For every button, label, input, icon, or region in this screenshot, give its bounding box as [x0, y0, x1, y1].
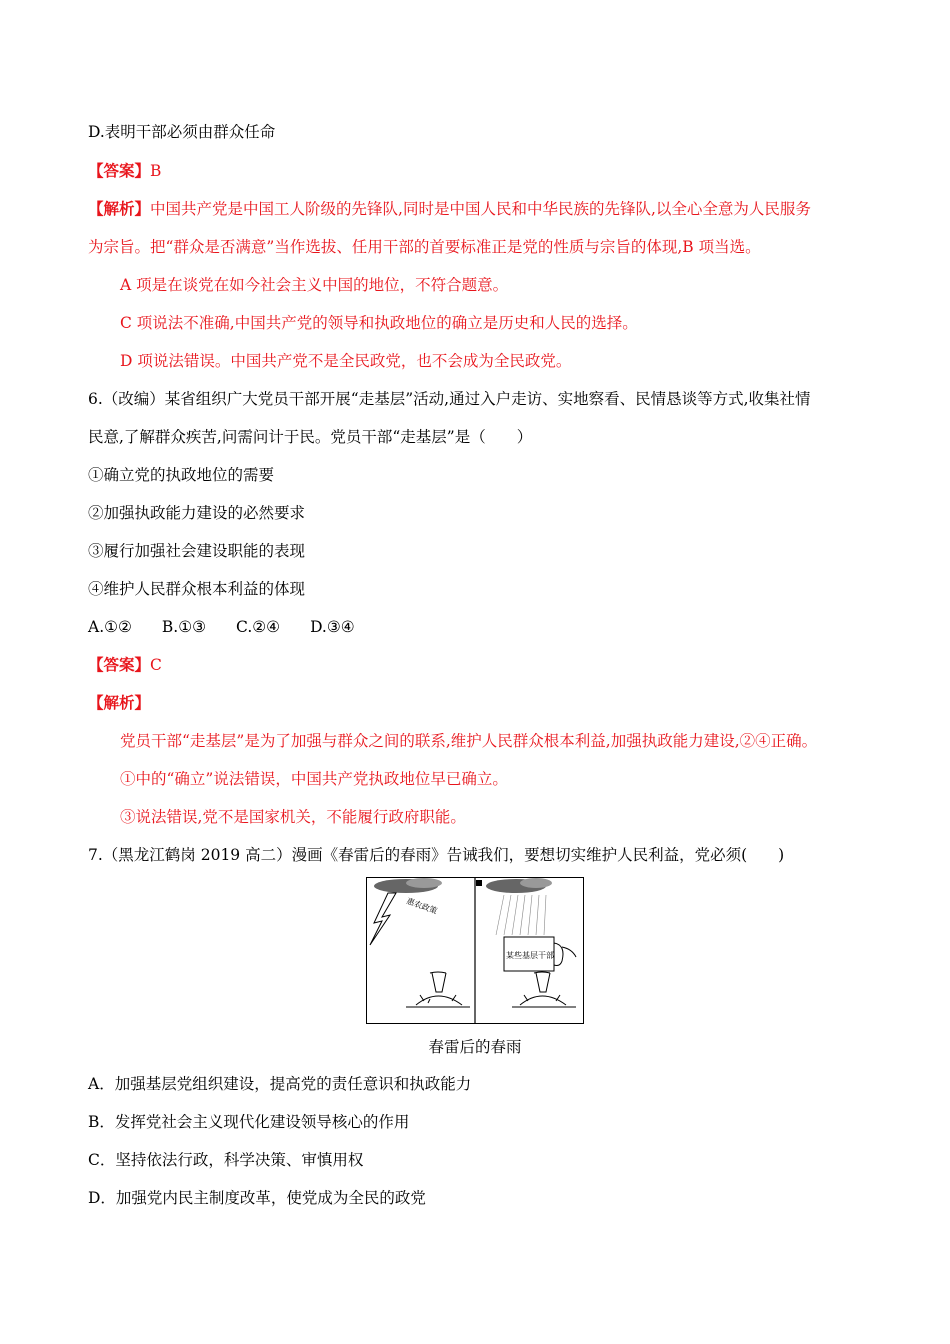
analysis-label: 【解析】 [88, 199, 151, 218]
q6-answer [88, 655, 162, 675]
answer-value: B [150, 162, 162, 180]
q6-item-4: ④维护人民群众根本利益的体现 [88, 580, 306, 598]
q5-option-d: D.表明干部必须由群众任命 [88, 123, 276, 141]
answer-value: C [150, 656, 162, 674]
q5-answer [88, 161, 161, 181]
q5-analysis-c: C 项说法不准确,中国共产党的领导和执政地位的确立是历史和人民的选择。 [120, 314, 638, 332]
q6-item-2: ②加强执政能力建设的必然要求 [88, 504, 306, 522]
cartoon-caption: 春雷后的春雨 [428, 1038, 522, 1056]
q6-analysis-3: ③说法错误,党不是国家机关，不能履行政府职能。 [120, 808, 466, 826]
q7-stem: 7.（黑龙江鹤岗 2019 高二）漫画《春雷后的春雨》告诫我们，要想切实维护人民利益，党必须( ) [88, 846, 785, 864]
answer-label: 【答案】 [88, 655, 151, 674]
q7-option-a: A．加强基层党组织建设，提高党的责任意识和执政能力 [88, 1075, 472, 1093]
q6-stem-line1: 6.（改编）某省组织广大党员干部开展“走基层”活动,通过入户走访、实地察看、民情恳谈等方式,收集社情 [88, 390, 811, 408]
q7-option-c: C．坚持依法行政，科学决策、审慎用权 [88, 1151, 364, 1169]
q6-item-3: ③履行加强社会建设职能的表现 [88, 542, 306, 560]
q5-analysis-a: A 项是在谈党在如今社会主义中国的地位，不符合题意。 [120, 276, 509, 294]
q7-option-d: D．加强党内民主制度改革，使党成为全民的政党 [88, 1189, 426, 1207]
cartoon-text-right: 某些基层干部 [506, 951, 554, 960]
q6-analysis-label: 【解析】 [88, 693, 151, 712]
cartoon-image [366, 877, 584, 1024]
q6-analysis-2: ①中的“确立”说法错误，中国共产党执政地位早已确立。 [120, 770, 508, 788]
q6-option-d: D.③④ [310, 618, 355, 636]
q6-analysis-1: 党员干部“走基层”是为了加强与群众之间的联系,维护人民群众根本利益,加强执政能力建设,②④正确。 [120, 732, 818, 750]
q6-options [88, 617, 355, 637]
analysis-text: 中国共产党是中国工人阶级的先锋队,同时是中国人民和中华民族的先锋队,以全心全意为人民服务 [150, 200, 811, 218]
q5-analysis-line1 [88, 199, 811, 219]
answer-label: 【答案】 [88, 161, 151, 180]
q6-stem-line2: 民意,了解群众疾苦,问需问计于民。党员干部“走基层”是（ ） [88, 428, 533, 446]
q5-analysis-d: D 项说法错误。中国共产党不是全民政党，也不会成为全民政党。 [120, 352, 572, 370]
q5-analysis-line2: 为宗旨。把“群众是否满意”当作选拔、任用干部的首要标准正是党的性质与宗旨的体现,B 项当选。 [88, 238, 761, 256]
q7-option-b: B．发挥党社会主义现代化建设领导核心的作用 [88, 1113, 410, 1131]
q6-option-b: B.①③ [161, 618, 207, 636]
q6-option-a: A.①② [88, 618, 132, 636]
q6-item-1: ①确立党的执政地位的需要 [88, 466, 275, 484]
cartoon-text-left: 惠农政策 [405, 896, 439, 916]
q6-option-c: C.②④ [236, 618, 281, 636]
